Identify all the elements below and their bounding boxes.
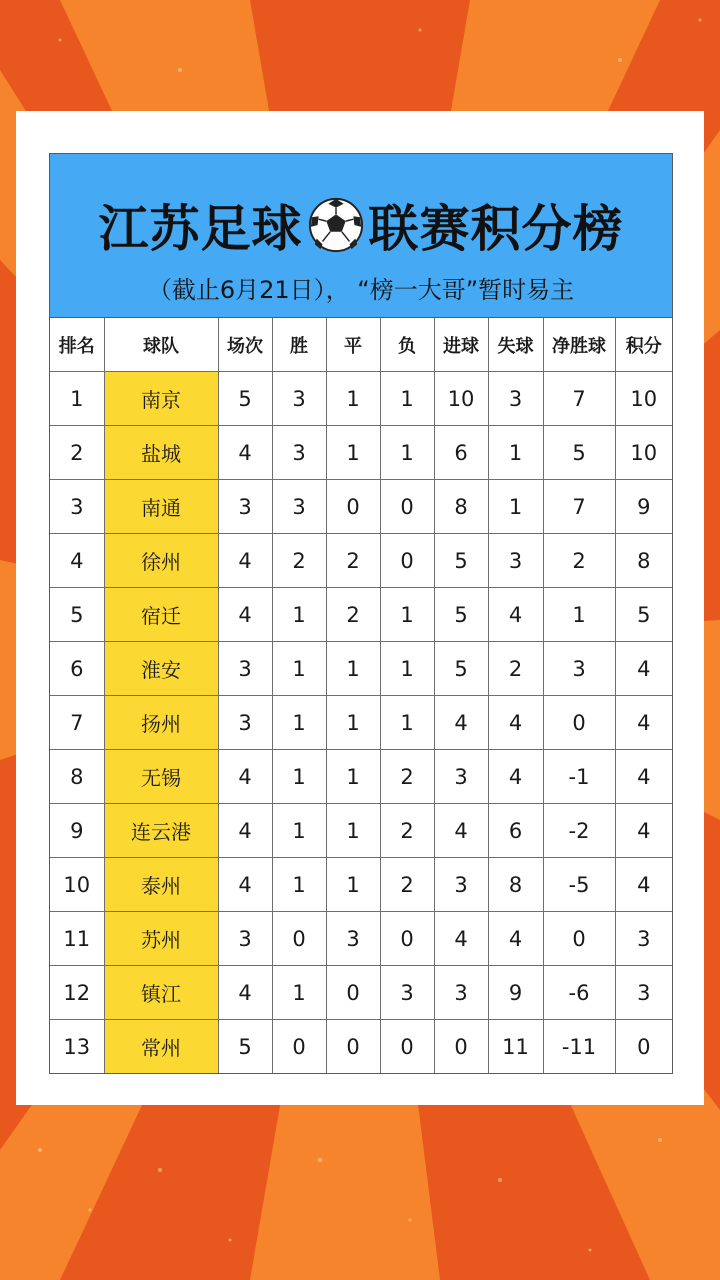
cell-points: 4 <box>615 642 672 696</box>
cell-goal-diff: -5 <box>543 858 615 912</box>
table-row <box>50 534 672 588</box>
cell-lost: 2 <box>380 750 434 804</box>
cell-goals-against: 4 <box>488 750 543 804</box>
cell-rank: 8 <box>50 750 104 804</box>
cell-goals-for: 0 <box>434 1020 488 1074</box>
cell-drawn: 0 <box>326 1020 380 1074</box>
page-title <box>50 190 672 260</box>
cell-goals-against: 3 <box>488 372 543 426</box>
cell-rank: 12 <box>50 966 104 1020</box>
cell-goal-diff: -1 <box>543 750 615 804</box>
cell-points: 5 <box>615 588 672 642</box>
cell-drawn: 0 <box>326 480 380 534</box>
cell-team: 镇江 <box>104 966 218 1020</box>
cell-won: 1 <box>272 696 326 750</box>
cell-points: 9 <box>615 480 672 534</box>
cell-goals-against: 1 <box>488 426 543 480</box>
table-row <box>50 372 672 426</box>
cell-lost: 0 <box>380 480 434 534</box>
cell-lost: 3 <box>380 966 434 1020</box>
cell-rank: 13 <box>50 1020 104 1074</box>
cell-won: 1 <box>272 642 326 696</box>
table-row <box>50 966 672 1020</box>
cell-goals-against: 4 <box>488 912 543 966</box>
cell-played: 4 <box>218 534 272 588</box>
cell-drawn: 1 <box>326 426 380 480</box>
cell-goal-diff: 0 <box>543 912 615 966</box>
cell-team: 常州 <box>104 1020 218 1074</box>
cell-won: 1 <box>272 588 326 642</box>
table-row <box>50 858 672 912</box>
cell-played: 5 <box>218 1020 272 1074</box>
cell-goals-for: 3 <box>434 858 488 912</box>
cell-goal-diff: 3 <box>543 642 615 696</box>
cell-goals-against: 11 <box>488 1020 543 1074</box>
cell-won: 1 <box>272 966 326 1020</box>
col-header-goals-for: 进球 <box>434 318 488 372</box>
cell-goals-against: 8 <box>488 858 543 912</box>
cell-goals-for: 4 <box>434 804 488 858</box>
cell-goals-against: 1 <box>488 480 543 534</box>
table-row <box>50 1020 672 1074</box>
cell-rank: 5 <box>50 588 104 642</box>
cell-goal-diff: -6 <box>543 966 615 1020</box>
cell-goals-for: 5 <box>434 534 488 588</box>
table-row <box>50 750 672 804</box>
cell-points: 4 <box>615 750 672 804</box>
cell-lost: 1 <box>380 588 434 642</box>
cell-drawn: 2 <box>326 534 380 588</box>
cell-lost: 1 <box>380 372 434 426</box>
col-header-team: 球队 <box>104 318 218 372</box>
cell-lost: 1 <box>380 426 434 480</box>
cell-won: 3 <box>272 426 326 480</box>
cell-team: 连云港 <box>104 804 218 858</box>
cell-goal-diff: -2 <box>543 804 615 858</box>
col-header-goals-against: 失球 <box>488 318 543 372</box>
cell-team: 南通 <box>104 480 218 534</box>
column-header-row <box>50 318 672 372</box>
col-header-played: 场次 <box>218 318 272 372</box>
cell-lost: 0 <box>380 912 434 966</box>
cell-goals-for: 5 <box>434 642 488 696</box>
cell-team: 宿迁 <box>104 588 218 642</box>
col-header-rank: 排名 <box>50 318 104 372</box>
cell-team: 南京 <box>104 372 218 426</box>
table-row <box>50 480 672 534</box>
table-header-banner <box>50 154 672 318</box>
cell-won: 2 <box>272 534 326 588</box>
cell-played: 4 <box>218 426 272 480</box>
cell-team: 苏州 <box>104 912 218 966</box>
cell-drawn: 1 <box>326 696 380 750</box>
cell-points: 8 <box>615 534 672 588</box>
cell-points: 3 <box>615 912 672 966</box>
cell-rank: 4 <box>50 534 104 588</box>
cell-goal-diff: -11 <box>543 1020 615 1074</box>
subtitle: （截止6月21日）， “榜一大哥”暂时易主 <box>147 276 575 304</box>
cell-goals-for: 4 <box>434 912 488 966</box>
cell-won: 3 <box>272 480 326 534</box>
cell-goals-for: 3 <box>434 750 488 804</box>
cell-goal-diff: 2 <box>543 534 615 588</box>
cell-goals-for: 10 <box>434 372 488 426</box>
cell-team: 盐城 <box>104 426 218 480</box>
standings-table <box>50 318 672 1073</box>
cell-played: 3 <box>218 696 272 750</box>
cell-won: 0 <box>272 912 326 966</box>
cell-team: 徐州 <box>104 534 218 588</box>
cell-goal-diff: 0 <box>543 696 615 750</box>
cell-points: 10 <box>615 426 672 480</box>
col-header-goal-diff: 净胜球 <box>543 318 615 372</box>
cell-goal-diff: 5 <box>543 426 615 480</box>
cell-drawn: 2 <box>326 588 380 642</box>
cell-team: 泰州 <box>104 858 218 912</box>
cell-won: 1 <box>272 804 326 858</box>
cell-points: 4 <box>615 804 672 858</box>
cell-goals-for: 8 <box>434 480 488 534</box>
cell-won: 0 <box>272 1020 326 1074</box>
cell-drawn: 1 <box>326 750 380 804</box>
cell-played: 4 <box>218 966 272 1020</box>
cell-played: 4 <box>218 588 272 642</box>
cell-won: 1 <box>272 750 326 804</box>
cell-drawn: 1 <box>326 372 380 426</box>
cell-lost: 1 <box>380 696 434 750</box>
cell-lost: 2 <box>380 858 434 912</box>
cell-played: 3 <box>218 480 272 534</box>
cell-lost: 2 <box>380 804 434 858</box>
cell-drawn: 0 <box>326 966 380 1020</box>
table-row <box>50 912 672 966</box>
standings-body <box>50 372 672 1074</box>
col-header-won: 胜 <box>272 318 326 372</box>
cell-won: 3 <box>272 372 326 426</box>
cell-played: 3 <box>218 912 272 966</box>
cell-played: 5 <box>218 372 272 426</box>
cell-rank: 3 <box>50 480 104 534</box>
cell-rank: 10 <box>50 858 104 912</box>
cell-points: 0 <box>615 1020 672 1074</box>
cell-lost: 1 <box>380 642 434 696</box>
cell-rank: 7 <box>50 696 104 750</box>
cell-rank: 2 <box>50 426 104 480</box>
title-part2: 联赛积分榜 <box>368 200 624 258</box>
cell-goal-diff: 7 <box>543 372 615 426</box>
cell-drawn: 1 <box>326 804 380 858</box>
cell-rank: 9 <box>50 804 104 858</box>
cell-goal-diff: 7 <box>543 480 615 534</box>
table-row <box>50 642 672 696</box>
cell-points: 3 <box>615 966 672 1020</box>
cell-points: 10 <box>615 372 672 426</box>
table-row <box>50 696 672 750</box>
cell-lost: 0 <box>380 1020 434 1074</box>
cell-goals-for: 3 <box>434 966 488 1020</box>
table-row <box>50 426 672 480</box>
cell-rank: 11 <box>50 912 104 966</box>
cell-goals-against: 6 <box>488 804 543 858</box>
cell-played: 4 <box>218 750 272 804</box>
cell-goals-against: 3 <box>488 534 543 588</box>
col-header-drawn: 平 <box>326 318 380 372</box>
cell-lost: 0 <box>380 534 434 588</box>
cell-played: 4 <box>218 858 272 912</box>
cell-drawn: 1 <box>326 642 380 696</box>
cell-rank: 1 <box>50 372 104 426</box>
cell-won: 1 <box>272 858 326 912</box>
cell-goals-for: 5 <box>434 588 488 642</box>
cell-team: 淮安 <box>104 642 218 696</box>
standings-panel <box>49 153 673 1074</box>
cell-drawn: 1 <box>326 858 380 912</box>
cell-played: 4 <box>218 804 272 858</box>
cell-goal-diff: 1 <box>543 588 615 642</box>
cell-team: 无锡 <box>104 750 218 804</box>
cell-goals-for: 6 <box>434 426 488 480</box>
col-header-lost: 负 <box>380 318 434 372</box>
col-header-points: 积分 <box>615 318 672 372</box>
cell-goals-for: 4 <box>434 696 488 750</box>
cell-drawn: 3 <box>326 912 380 966</box>
cell-played: 3 <box>218 642 272 696</box>
title-part1: 江苏足球 <box>98 200 303 258</box>
cell-goals-against: 9 <box>488 966 543 1020</box>
cell-points: 4 <box>615 696 672 750</box>
cell-rank: 6 <box>50 642 104 696</box>
cell-goals-against: 4 <box>488 588 543 642</box>
cell-team: 扬州 <box>104 696 218 750</box>
table-row <box>50 588 672 642</box>
cell-goals-against: 2 <box>488 642 543 696</box>
soccer-ball-icon <box>307 196 365 254</box>
cell-points: 4 <box>615 858 672 912</box>
cell-goals-against: 4 <box>488 696 543 750</box>
table-row <box>50 804 672 858</box>
